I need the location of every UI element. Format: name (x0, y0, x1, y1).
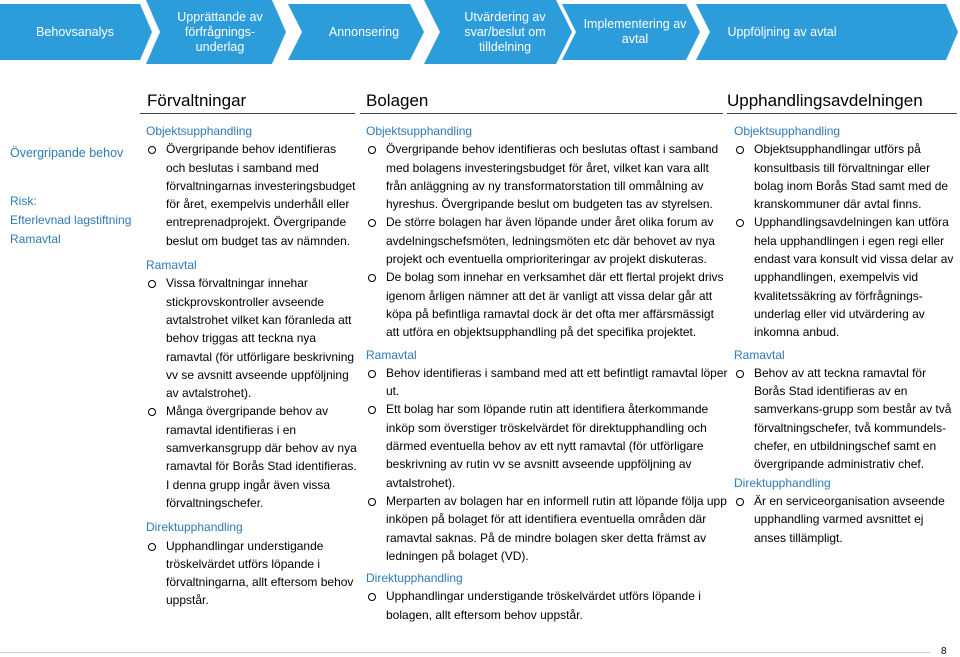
section-heading: Direktupphandling (146, 520, 243, 535)
row-title: Övergripande behov (10, 146, 124, 160)
bullet-item: Upphandlingsavdelningen kan utföra hela upphandlingen i egen regi eller endast vara konsult vid vissa delar av upphandlingen, exempelvis vid kvalitetssäkring av förfrågnings-underlag eller vid utvärdering av inkomna anbud. (734, 213, 958, 341)
section-heading: Direktupphandling (734, 475, 831, 490)
bullet-item: Behov av att teckna ramavtal för Borås Stad identifieras av en samverkans-grupp som består av två förvaltningschefer, två kommundels-chefer, en utbildningschef samt en övergripande administrativ chef. (734, 364, 958, 474)
section-heading: Objektsupphandling (146, 124, 253, 138)
bullet-item: Vissa förvaltningar innehar stickprovskontroller avseende avtalstrohet vilket kan föranleda att behov triggas att teckna nya ramavtal (för utförligare beskrivning vv se avsnitt avseende uppföljning av avtalstrohet). (146, 274, 358, 402)
header-rule-3 (727, 113, 957, 114)
column-bolagen (366, 122, 728, 624)
step-utvardering (444, 0, 566, 64)
column-forvaltningar (146, 122, 358, 610)
step-label: Implementering av avtal (583, 17, 687, 46)
section-heading: Ramavtal (146, 258, 197, 273)
step-implementering (580, 0, 690, 64)
page-number: 8 (941, 646, 947, 657)
step-label: Annonsering (328, 24, 400, 39)
column-upphandlingsavdelningen (734, 122, 958, 547)
step-uppfoljning (712, 0, 852, 64)
bullet-item: Övergripande behov identifieras och beslutas i samband med förvaltningarnas investeringsbudget för året, exempelvis underhåll eller entreprenadprojekt. Övergripande beslut om budget tas av nämnden. (146, 140, 358, 250)
bullet-item: Upphandlingar understigande tröskelvärdet utförs löpande i bolagen, allt eftersom behov uppstår. (366, 587, 728, 624)
step-label: Upprättande av förfrågnings-underlag (177, 9, 263, 54)
risk-label: Risk: (10, 194, 37, 208)
bullet-item: De större bolagen har även löpande under året olika forum av avdelningschefsmöten, ledningsmöten etc där behovet av nya projekt och eventuella omprioriteringar av projekt diskuteras. (366, 213, 728, 268)
header-bolagen: Bolagen (366, 91, 429, 110)
section-heading: Ramavtal (734, 347, 785, 362)
bullet-item: Objektsupphandlingar utförs på konsultbasis till förvaltningar eller bolag inom Borås Stad samt med de kranskommuner där avtal finns. (734, 140, 958, 213)
section-heading: Objektsupphandling (366, 124, 473, 138)
process-bar (0, 0, 960, 64)
step-label: Utvärdering av svar/beslut om tilldelning (464, 9, 546, 54)
step-behovsanalys (0, 0, 150, 64)
section-heading: Ramavtal (366, 347, 417, 362)
bullet-item: Merparten av bolagen har en informell rutin att löpande följa upp inköpen på bolaget för att identifiera eventuella områden där ramavtal saknas. På de mindre bolagen sker detta främst av ledningen på bolaget (VD). (366, 492, 728, 565)
bullet-item: Är en serviceorganisation avseende upphandling varmed avsnittet ej anses tillämpligt. (734, 492, 958, 547)
header-upphandlingsavdelningen: Upphandlingsavdelningen (727, 91, 923, 110)
risk-item: Efterlevnad lagstiftning (10, 213, 132, 227)
bullet-item: Många övergripande behov av ramavtal identifieras i en samverkansgrupp där behov av nya ramavtal för Borås Stad identifieras. I denna grupp ingår även vissa förvaltningschefer. (146, 402, 358, 512)
bullet-item: Ett bolag har som löpande rutin att identifiera återkommande inköp som överstiger tröskelvärdet för direktupphandling och därmed eventuella behov av ett nytt ramavtal (för utförligare beskrivning av rutin vv se avsnitt avseende uppföljning av avtalstrohet). (366, 400, 728, 491)
footer-rule (0, 652, 930, 653)
section-heading: Direktupphandling (366, 571, 463, 586)
bullet-item: De bolag som innehar en verksamhet där ett flertal projekt drivs igenom årligen nämner att det är vanligt att vissa delar går att köpa på befintliga ramavtal dock är det ofta mer affärsmässigt att utföra en objektsupphandling på det specifika projektet. (366, 268, 728, 341)
section-heading: Objektsupphandling (734, 124, 841, 138)
bullet-item: Upphandlingar understigande tröskelvärdet utförs löpande i förvaltningarna, allt eftersom behov uppstår. (146, 537, 358, 610)
step-label: Uppföljning av avtal (727, 24, 837, 39)
risk-item: Ramavtal (10, 232, 61, 246)
step-label: Behovsanalys (36, 24, 114, 39)
header-rule-1 (140, 113, 355, 114)
bullet-item: Behov identifieras i samband med att ett befintligt ramavtal löper ut. (366, 364, 728, 401)
step-forfragningsunderlag (160, 0, 280, 64)
header-rule-2 (360, 113, 723, 114)
bullet-item: Övergripande behov identifieras och beslutas oftast i samband med bolagens investeringsbudget för året, vilket kan vara allt från anläggning av ny transformatorstation till ommålning av hyreshus. Övergripande beslut om budgeten tas av styrelsen. (366, 140, 728, 213)
header-forvaltningar: Förvaltningar (147, 91, 247, 110)
step-annonsering (302, 0, 426, 64)
